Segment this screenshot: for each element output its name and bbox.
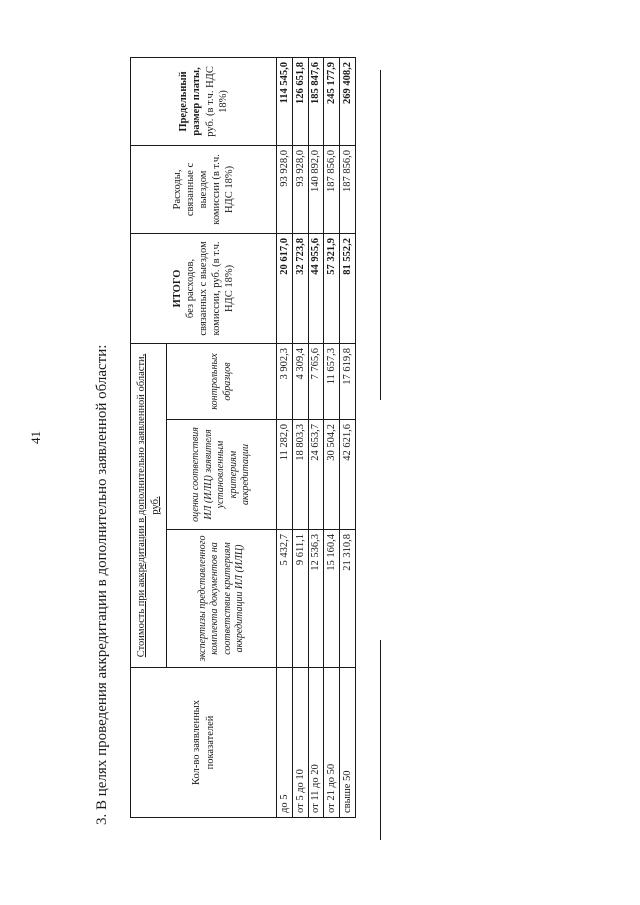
row-expertise: 12 536,3	[308, 530, 324, 668]
row-total: 57 321,9	[324, 233, 340, 343]
header-trip-costs: Расходы, связанные с выездом комиссии (в т.ч. НДС 18%)	[131, 145, 277, 233]
row-assessment: 18 803,3	[292, 420, 308, 530]
row-range: от 21 до 50	[324, 668, 340, 818]
header-max-fee-title: Предельный размер платы,	[178, 67, 203, 136]
header-control: контрольных образцов	[167, 343, 277, 419]
header-max-fee	[131, 57, 277, 145]
header-cost-group	[131, 343, 167, 667]
header-expertise: экспертизы представленного комплекта документов на соответствие критериям аккредитации ИЛ (ИЛЦ)	[167, 530, 277, 668]
table-row	[324, 57, 340, 817]
header-max-fee-desc: руб. (в т.ч. НДС 18%)	[204, 66, 229, 137]
row-trip: 93 928,0	[277, 145, 293, 233]
row-assessment: 42 621,6	[340, 420, 356, 530]
row-max-fee: 269 408,2	[340, 57, 356, 145]
header-total-title: ИТОГО	[171, 269, 183, 308]
row-max-fee: 185 847,6	[308, 57, 324, 145]
table-row	[308, 57, 324, 817]
row-expertise: 15 160,4	[324, 530, 340, 668]
fee-table-container	[130, 58, 356, 818]
row-range: от 11 до 20	[308, 668, 324, 818]
row-expertise: 9 611,1	[292, 530, 308, 668]
row-expertise: 5 432,7	[277, 530, 293, 668]
row-trip: 187 856,0	[324, 145, 340, 233]
fee-table	[130, 57, 356, 818]
row-max-fee: 245 177,9	[324, 57, 340, 145]
header-assessment: оценки соответствия ИЛ (ИЛЦ) заявителя установленным критериям аккредитации	[167, 420, 277, 530]
header-total-desc: без расходов, связанных с выездом комиссии, руб. (в т.ч. НДС 18%)	[184, 241, 236, 336]
table-row	[292, 57, 308, 817]
page-number: 41	[28, 431, 43, 444]
row-range: свыше 50	[340, 668, 356, 818]
header-total	[131, 233, 277, 343]
row-control: 11 657,3	[324, 343, 340, 419]
row-assessment: 30 504,2	[324, 420, 340, 530]
row-max-fee: 114 545,0	[277, 57, 293, 145]
row-range: от 5 до 10	[292, 668, 308, 818]
table-row	[277, 57, 293, 817]
row-max-fee: 126 651,8	[292, 57, 308, 145]
separator-line-top	[380, 70, 381, 400]
row-total: 81 552,2	[340, 233, 356, 343]
row-total: 20 617,0	[277, 233, 293, 343]
row-assessment: 24 653,7	[308, 420, 324, 530]
row-trip: 187 856,0	[340, 145, 356, 233]
header-count: Кол-во заявленных показателей	[131, 668, 277, 818]
row-expertise: 21 310,8	[340, 530, 356, 668]
row-control: 7 765,6	[308, 343, 324, 419]
row-total: 32 723,8	[292, 233, 308, 343]
row-control: 4 309,4	[292, 343, 308, 419]
row-assessment: 11 282,0	[277, 420, 293, 530]
row-control: 17 619,8	[340, 343, 356, 419]
row-trip: 140 892,0	[308, 145, 324, 233]
row-control: 3 902,3	[277, 343, 293, 419]
section-heading: 3. В целях проведения аккредитации в дополнительно заявленной области:	[94, 344, 110, 825]
row-trip: 93 928,0	[292, 145, 308, 233]
separator-line-bottom	[380, 640, 381, 840]
table-row	[340, 57, 356, 817]
row-range: до 5	[277, 668, 293, 818]
row-total: 44 955,6	[308, 233, 324, 343]
header-cost-group-label: Стоимость при аккредитации в дополнительно заявленной области, руб.	[136, 353, 161, 658]
